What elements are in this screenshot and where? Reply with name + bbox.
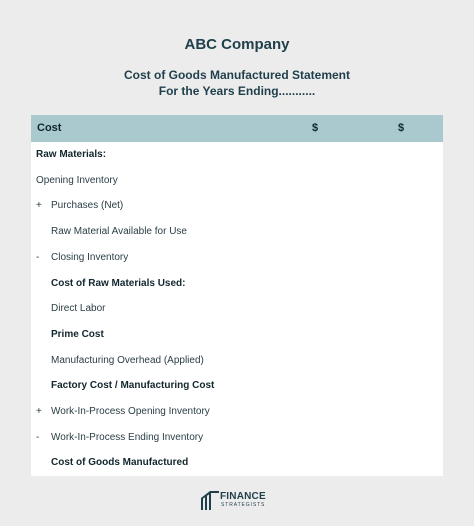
table-row [31,299,443,319]
row-label: Closing Inventory [51,251,129,263]
table-row [31,351,443,371]
company-title: ABC Company [184,36,290,53]
row-sign: + [36,406,42,417]
table-row [31,428,443,448]
statement-title: Cost of Goods Manufactured Statement [123,68,350,82]
row-sign: - [36,251,40,263]
table-row [31,453,443,473]
cost-table [31,115,443,476]
column-header-cost: Cost [37,122,62,134]
row-sign: - [36,431,40,443]
row-label: Raw Materials: [36,149,107,160]
table-row [31,222,443,242]
row-label: Work-In-Process Opening Inventory [51,406,210,417]
logo-wordmark: FINANCE [220,491,266,502]
row-label: Cost of Goods Manufactured [51,457,189,469]
column-header-amount-1: $ [312,122,319,134]
finance-strategists-logo [200,489,280,513]
table-row [31,196,443,216]
finance-strategists-logo-icon [200,489,220,511]
row-label: Prime Cost [51,328,104,340]
row-label: Raw Material Available for Use [51,226,187,238]
column-header-amount-2: $ [398,122,405,134]
row-label: Purchases (Net) [51,200,124,212]
row-sign: + [36,200,42,212]
table-row [31,402,443,422]
statement-subtitle [0,67,474,99]
table-row [31,171,443,191]
table-row [31,248,443,268]
table-row [31,145,443,165]
statement-period: For the Years Ending........... [158,84,316,98]
logo-subtext: STRATEGISTS [221,502,266,508]
row-label: Direct Labor [51,303,106,315]
table-row [31,325,443,345]
row-label: Factory Cost / Manufacturing Cost [51,380,215,392]
row-label: Opening Inventory [36,174,118,186]
table-header-row [31,115,443,142]
table-row [31,274,443,294]
row-label: Work-In-Process Ending Inventory [51,431,204,443]
table-row [31,376,443,396]
row-label: Cost of Raw Materials Used: [51,277,186,289]
row-label: Manufacturing Overhead (Applied) [51,354,204,366]
